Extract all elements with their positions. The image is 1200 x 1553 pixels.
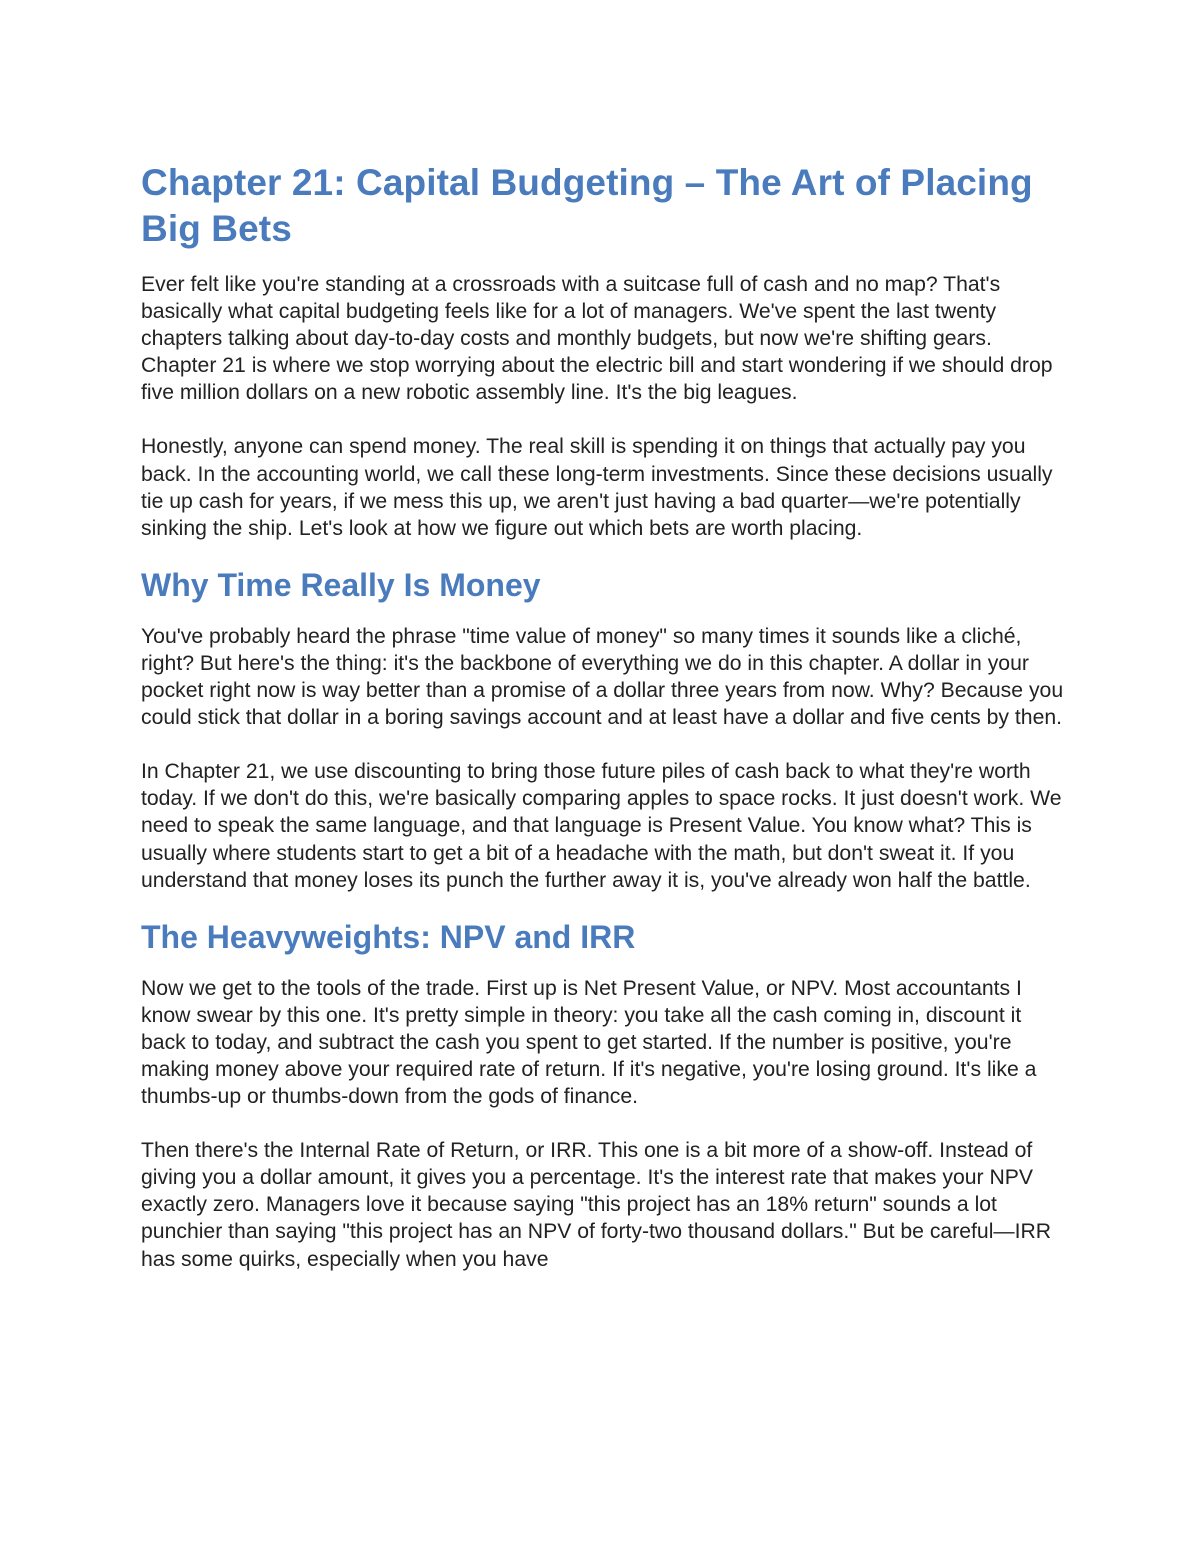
intro-paragraph-1: Ever felt like you're standing at a crossroads with a suitcase full of cash and no map? That's basically what capital budgeting feels like for a lot of managers. We've spent the last twenty chapters talking about day-to-day costs and monthly budgets, but now we're shifting gears. Chapter 21 is where we stop worrying about the electric bill and start wondering if we should drop five million dollars on a new robotic assembly line. It's the big leagues. — [141, 273, 1053, 405]
section-heading-time-value: Why Time Really Is Money — [141, 566, 541, 603]
npv-irr-paragraph-2: Then there's the Internal Rate of Return, or IRR. This one is a bit more of a show-off. Instead of giving you a dollar amount, it gives you a percentage. It's the interest rate that makes your NPV exactly zero. Managers love it because saying "this project has an 18% return" sounds a lot punchier than saying "this project has an NPV of forty-two thousand dollars." But be careful—IRR has some quirks, especially when you have — [141, 1139, 1052, 1271]
chapter-title: Chapter 21: Capital Budgeting – The Art of Placing Big Bets — [141, 162, 1033, 249]
intro-paragraph-2: Honestly, anyone can spend money. The real skill is spending it on things that actually pay you back. In the accounting world, we call these long-term investments. Since these decisions usually tie up cash for years, if we mess this up, we aren't just having a bad quarter—we're potentially sinking the ship. Let's look at how we figure out which bets are worth placing. — [141, 435, 1053, 540]
time-value-paragraph-1: You've probably heard the phrase "time value of money" so many times it sounds like a cliché, right? But here's the thing: it's the backbone of everything we do in this chapter. A dollar in your pocket right now is way better than a promise of a dollar three years from now. Why? Because you could stick that dollar in a boring savings account and at least have a dollar and five cents by then. — [141, 624, 1064, 730]
section-heading-npv-irr: The Heavyweights: NPV and IRR — [141, 918, 636, 955]
npv-irr-paragraph-1: Now we get to the tools of the trade. First up is Net Present Value, or NPV. Most accountants I know swear by this one. It's pretty simple in theory: you take all the cash coming in, discount it back to today, and subtract the cash you spent to get started. If the number is positive, you're making money above your required rate of return. If it's negative, you're losing ground. It's like a thumbs-up or thumbs-down from the gods of finance. — [141, 976, 1037, 1109]
document-page — [141, 160, 1066, 1273]
time-value-paragraph-2: In Chapter 21, we use discounting to bring those future piles of cash back to what they're worth today. If we don't do this, we're basically comparing apples to space rocks. It just doesn't work. We need to speak the same language, and that language is Present Value. You know what? This is usually where students start to get a bit of a headache with the math, but don't sweat it. If you understand that money loses its punch the further away it is, you've already won half the battle. — [141, 760, 1062, 892]
